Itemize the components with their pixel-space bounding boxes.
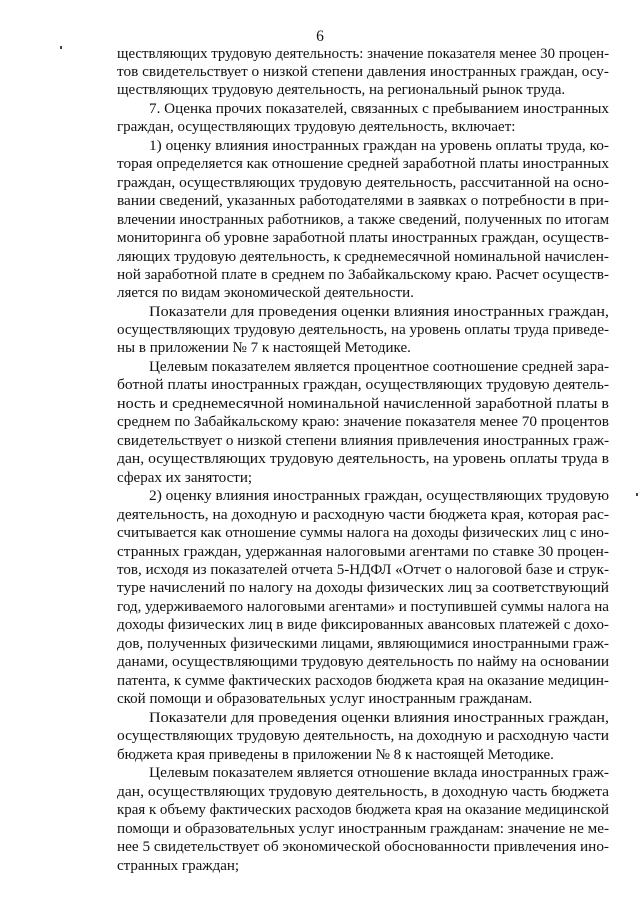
text-line: ществляющих трудовую деятельность, на региональный рынок труда. <box>117 82 566 98</box>
text-line: края к объему фактических расходов бюджета края на оказание медицинской <box>117 802 609 818</box>
text-line: странных граждан, удержанная налоговыми агентами по ставке 30 процен- <box>117 544 610 560</box>
text-line: нее 5 свидетельствует об экономической обоснованности привлечения ино- <box>117 839 610 855</box>
text-line: доходы физических лиц в виде фиксированных авансовых платежей с дохо- <box>117 617 609 633</box>
text-line: данами, осуществляющими трудовую деятельность по найму на основании <box>117 654 610 670</box>
text-line: ляется по видам экономической деятельности. <box>117 285 414 301</box>
text-line: торая определяется как отношение средней заработной платы иностранных <box>117 156 610 172</box>
text-line: тов свидетельствует о низкой степени давления иностранных граждан, осу- <box>117 64 610 80</box>
text-line: странных граждан; <box>117 858 240 874</box>
text-line: ность и среднемесячной номинальной начисленной заработной платы в <box>117 396 610 412</box>
text-line: осуществляющих трудовую деятельность, на уровень оплаты труда приведе- <box>117 322 610 338</box>
text-line: патента, к сумме фактических расходов бюджета края на оказание медицин- <box>117 673 609 689</box>
text-line: ществляющих трудовую деятельность: значение показателя менее 30 процен- <box>117 46 610 62</box>
text-line: свидетельствует о низкой степени влияния привлечения иностранных граж- <box>117 433 609 449</box>
text-line: туре начислений по налогу на доходы физических лиц за соответствующий <box>117 580 609 596</box>
text-line: граждан, осуществляющих трудовую деятельность, рассчитанной на осно- <box>117 175 609 191</box>
text-line: дов, полученных физическими лицами, являющимися иностранными граж- <box>117 636 610 652</box>
text-line: Целевым показателем является процентное соотношение средней зара- <box>149 359 609 375</box>
text-line: осуществляющих трудовую деятельность, на доходную и расходную части <box>117 728 610 744</box>
text-line: дан, осуществляющих трудовую деятельность, на уровень оплаты труда в <box>117 451 610 467</box>
text-line: Показатели для проведения оценки влияния иностранных граждан, <box>149 710 609 726</box>
text-line: ной заработной плате в среднем по Забайкальскому краю. Расчет осуществ- <box>117 267 610 283</box>
scan-speck <box>60 46 62 49</box>
text-line: Целевым показателем является отношение вклада иностранных граж- <box>149 765 610 781</box>
text-line: тов, исходя из показателей отчета 5-НДФЛ «Отчет о налоговой базе и струк- <box>117 562 610 578</box>
text-line: дан, осуществляющих трудовую деятельность, в доходную часть бюджета <box>117 784 610 800</box>
text-line: бюджета края приведены в приложении № 8 к настоящей Методике. <box>117 747 554 763</box>
text-line: граждан, осуществляющих трудовую деятельность, включает: <box>117 119 516 135</box>
text-line: ляющих трудовую деятельность, к среднемесячной номинальной начислен- <box>117 249 609 265</box>
text-line: вании сведений, указанных работодателями в заявках о потребности в при- <box>117 193 609 209</box>
text-line: мониторинга об уровне заработной платы иностранных граждан, осуществ- <box>117 230 609 246</box>
page-number: 6 <box>316 28 324 45</box>
text-line: сферах их занятости; <box>117 470 253 486</box>
text-line: ской помощи и образовательных услуг иностранным гражданам. <box>117 691 533 707</box>
text-line: ботной платы иностранных граждан, осуществляющих трудовую деятель- <box>117 377 610 393</box>
text-line: ны в приложении № 7 к настоящей Методике. <box>117 340 411 356</box>
text-line: 7. Оценка прочих показателей, связанных с пребыванием иностранных <box>149 101 609 117</box>
text-line: 2) оценку влияния иностранных граждан, осуществляющих трудовую <box>149 488 609 504</box>
text-line: 1) оценку влияния иностранных граждан на уровень оплаты труда, ко- <box>149 138 610 154</box>
text-line: среднем по Забайкальскому краю: значение показателя менее 70 процентов <box>117 414 609 430</box>
text-line: Показатели для проведения оценки влияния иностранных граждан, <box>149 304 609 320</box>
text-line: год, удерживаемого налоговыми агентами» и поступившей суммы налога на <box>117 599 609 615</box>
text-line: деятельность, на доходную и расходную части бюджета края, которая рас- <box>117 507 610 523</box>
text-line: влечении иностранных работников, а также сведений, полученных по итогам <box>117 212 610 228</box>
text-line: считывается как отношение суммы налога на доходы физических лиц с ино- <box>117 525 609 541</box>
scan-speck <box>636 493 638 496</box>
text-line: помощи и образовательных услуг иностранным гражданам: значение не ме- <box>117 821 610 837</box>
